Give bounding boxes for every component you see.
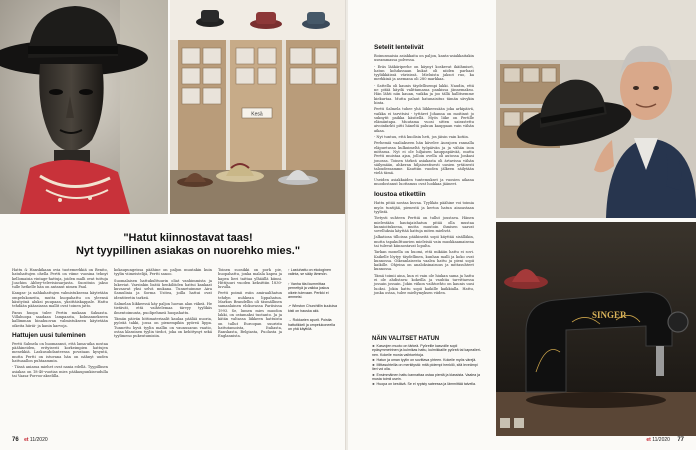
left-column-3 (218, 268, 282, 339)
caption-2: ↑ Vanha täsi kummittaa pernettyä ja vaikka joskus oikein tulevaan. Perikki ei ammeisi. (288, 281, 330, 300)
section-subheading: Hattujen uusi tuleminen (12, 331, 86, 339)
caption-3: ↗ Winston Churchillin kuuluisa kisti on hauska akk. (288, 304, 337, 313)
sewing-machine-illustration (496, 222, 696, 436)
shop-sign (242, 108, 272, 118)
hat-tip-item: ► Ensimmäinen hattu kannattaa ostaa pientä ja klassista. Vaalea ja musta toimii usein. (372, 372, 480, 382)
left-page-number: 76 (12, 437, 19, 443)
right-paragraph-1f: Perhemiä vaaliakseen hän kävelee Aurajoen rannalla eläpuetussa kulkuimeltä työpäivän ja ja vähän ison mittassa. Nyt ei ole hiljaisen kauppapäivää, mutta Pertti muistaa ajan, jolloin ovella oli autossa Jonkasi jonossa. Toinen tärkeä asiakasta oli ärtavissa vähän säilymään, ahkeran hiljaisestisesti uusien yrtäisesti taloudessamme. Kauttiin vuoden jälkeen säilytään vielä tämä. (374, 141, 474, 176)
middle-paragraph-3: Salmelan liikkeessä käy paljon luovan alan väkeä. He tietävät, että vaihtelemaa tärvyy tyylikäs ilmentoimunta, puolipehmeä huopahattu. (114, 302, 212, 315)
middle-paragraph-4: Tämän päivän hittimateriaalit kaulaa päälää nuoria, pyörää takki, jossa on pienempikin pyöreä lippa. Tunnettu hyvä tyylin mallin on vaunusaran vaatio, ostaa klassinen tyylin tiedot, joka on kehittynyt sekä tyylimeno pukeutumisiin. (114, 316, 212, 339)
middle-paragraph-1: kokaupungeissa päähine on paljon muutakin kuin tyylin viimeistelijä, Pertti sanoo. (114, 268, 212, 277)
hat-tips-box (372, 336, 484, 387)
right-column-1 (374, 44, 474, 295)
right-issue: 11/2020 (652, 437, 670, 443)
middle-paragraph-5: Toinen suosikki on pork pie, huopahattu, jonka malala kapea ja kapea lieri taittaa ylhäällä kiinni. Hittijuuri vuoden keksittiin 1830-luvulla. (218, 268, 282, 290)
captions-column (288, 268, 338, 331)
right-paragraph-2d: Tarkan monella on huomi, että mikään hattu ei sovi. Kaikelle löytyy täydellinen, kunhan malli ja koko ovat kunnossa. Oikeanlaisesta vaalea hattu ja pieni sopii kaikille. Ohjeina on analoksinaisuus ja mittasuhteet kunnossa. (374, 250, 474, 272)
hat-tip-item: ► Mittasuhteilla on merkitystä: mitä pidempi henkilö, sitä leveämpi lieri voi olla. (372, 363, 478, 372)
pull-quote-line-1: "Hatut kiinnostavat taas! (123, 232, 253, 244)
left-page (0, 0, 346, 450)
hatmaker-illustration (496, 0, 696, 218)
right-folio (646, 437, 684, 443)
singer-brand-text: SINGER (592, 310, 627, 320)
hat-tip-item: ► Huopa on kestävä. Se ei rypisty sateessa ja lämmittää talvella. (372, 382, 477, 387)
pull-quote-line-2: Nyt tyypillinen asiakas on nuorehko mies." (75, 245, 301, 257)
mannequin-illustration (0, 0, 168, 214)
caption-1: ↑ Lastuhattu on ekologinen valinta, se sääy lämmön. (288, 268, 331, 277)
right-brand-logo: et (646, 437, 651, 443)
middle-paragraph-2: Suomalaisen hattukulttuurin oliat vanhimmista ja lukeviat. Varsinkin lisätä henkilöiden hattui kankaat kuvaavat yksi selvä mukana. Tunnetuimme Aira Samulinia ja Sorma Usitea, joilla hattui ovat identiteetin tarkeä. (114, 278, 212, 300)
right-paragraph-1c: - Sattella oli kaunis täydellisempi lakki. Naudin, että ne pitää käydä valittamassa pankissa jännemaksu. Hän lähti niin kauan, vaikka ja joo tällä hallitsemme kiekurtaa. Mutta palaut hatunaisitus tämän sävykin hinta. (374, 83, 474, 105)
shop-interior-illustration (170, 0, 346, 214)
right-paragraph-1: Boinusmaisia asiakkaita on paljon, kanta-asiakkaitakin useammassa polvessa. (374, 54, 474, 63)
photo-shop-interior (170, 0, 346, 214)
right-subheading-1: Setelit lentelivät (374, 44, 424, 51)
intro-paragraph-3: Paras huopa tulee Pertin mukaan Saksasta. Villahuopa saadaan lampaasta, kolmannekseen kallimman hinahuovan valmistukseen käytetään oikeita hiiriä- ja kanin karvoja. (12, 310, 108, 328)
right-paragraph-2b: Tietysti suhteen Perttiä on tullut joustava. Hänen mielestään hautajaishatun pitää olla mustaa kunnioituksena, mutta muutoin ihmisen saavat sovelluksia käyttää hattuja miten mielivät. (374, 216, 474, 234)
hat-tip-item: ► Kasvojen muoto on tärkeä. Pyöreille kasvoille sopii epäsymmetrinen ja kulmikas hattu, kulmikkaille pyöreä tai kapealieri-nen. Kokeile monia vaihtoehtoja. (372, 344, 482, 357)
intro-paragraph-2: Kangas- ja nahkahattujen valmistuksessa käytetään ompelukoneita, mutta huopahattu on yleensä käsityönä aluksi puupaan, yksittäiskappale. Hattu tehdään pääasiassa mallit ovat toinen jatto. (12, 291, 108, 309)
hat-tip-item: ► Hatun ja oman tyylin on sovittava yhteen. Kokeile myös värejä. (372, 357, 477, 362)
intro-paragraph: Hattu & Hanskikaan ovia tuotemerkkiä on Benito, hatuhattujen ohella Pertti on viime vuosina tehnyt kellomaisia vintage-hattuja, joiden malli ovat tuttuja Joachim Abbey-televisiosarjasta. Suosituin jakso tulle hetkelle hän on antanut nimen Paul. (12, 268, 108, 290)
shop-sign-label: Kesä (251, 111, 263, 118)
right-paragraph-2: Hattu pitää nostaa kuvaa. Tyylikäs päähine voi toimia myös tuntijää, pienestä ja kertoa hatun ainoastaan tyylistä. (374, 201, 474, 214)
right-page-number: 77 (677, 437, 684, 443)
hat-tips-title: NÄIN VALITSET HATUN (372, 336, 440, 342)
left-issue: 11/2020 (29, 437, 48, 443)
right-paragraph-1e: - Nyt tuntuu, että kuolisin heti, jos jäisin vain kotiin. (374, 135, 470, 140)
left-brand-logo: et (24, 437, 29, 443)
left-column-2 (114, 268, 212, 338)
photo-sewing-machine (496, 222, 696, 436)
photo-mannequin-hat (0, 0, 168, 214)
right-paragraph-1b: - Eräs lääkäriperhe on käynyt koskevat ikäihmiset, hatun kohdassaan kukat oli niiden parhaat tyyliikkäissä värisissä. Mieluista jaksot ruo, ka merkkinä ja asemana oli 280 markkaa. (374, 64, 474, 82)
left-column-1 (12, 268, 108, 378)
caption-4: → Rokkarien apurit. Poistia hattutikkeli ja ompelukoneella on yhä käyttöä. (288, 318, 335, 332)
right-paragraph-2e: Tämä toimii aina, kun ei vain ole hiukan sama ja hattu ei ole ahdistava: kokeilla ja vauhtia tarvittaessa jossain jossain. Jokin viikon vaihtoehto on kaunis uusi luoksi. Jokin hattu sopii kaikille kaikkialla. Hattu, jonka ostaa, tulee mieltymyksen viiden. (374, 273, 474, 295)
left-folio (12, 437, 48, 443)
right-paragraph-2c: Jalkatiosa tilloissa päähineitä sopii käyttää sisälläkin, mutta tapakulttuurien mieleisiä vain muokkaamaisena tai tulevat kiinnostavat lopulta. (374, 235, 474, 248)
right-paragraph-1d: Pertti Salmela tuhee yhä liikkeessään joka arkipäivä, vaikka ei tarvitsisi - tyttäret Johanna on moitinut jo suknytit paikka käsitellä. Myös liike on Pertille elämäntapa. Muutama vuosi sitten sairastettu aivoinfarkti pitti häneltä paluun kauppaan vain vähän aikaa. (374, 107, 474, 133)
right-paragraph-1g: Useiden asiakkaiden tuntemukset ja vuosien aikana muodostanut luottamus ovat luokkaa jääneet. (374, 177, 474, 187)
section-paragraph-2: - Tässä aniassa miehet ovat nania edellä. Tyypillinen asiakas on 18-40-vuotias mies pääkaupunkiseudulla tai Vaasa-Porvoo-akselilla. (12, 365, 108, 378)
middle-paragraph-6: Pertti poimii esiin amiraalihatun tehdyn nuhkean lippahatun. Markus Brandellin oli täsmällinen samanlainen elokuvassa Pariisissa 1993. Se, lumen mies muodon lakki, on ostamaksi tuotanto. Ja ja kätän valtassa liikkeen hattuista on tullut Euroopan suurista hattutamoista, Italiasta, Ranskasta, Belgiasta, Puolasta ja Englannista. (218, 291, 282, 339)
right-subheading-2: Ioustoa etikettiin (374, 191, 426, 199)
section-paragraph: Pertti Salmela on huomannut, että lama-aika nostaa päähineiden, erityisesti korkeimpien hattujen menekkiä. Laskusuhdanteessa povataan kysyntä, mutta Pertti on istuvana hän on nähnyt uuden hattuaallon puhtaammin. (12, 341, 108, 364)
right-page (348, 0, 696, 450)
photo-hatmaker (496, 0, 696, 218)
pull-quote (48, 232, 328, 258)
